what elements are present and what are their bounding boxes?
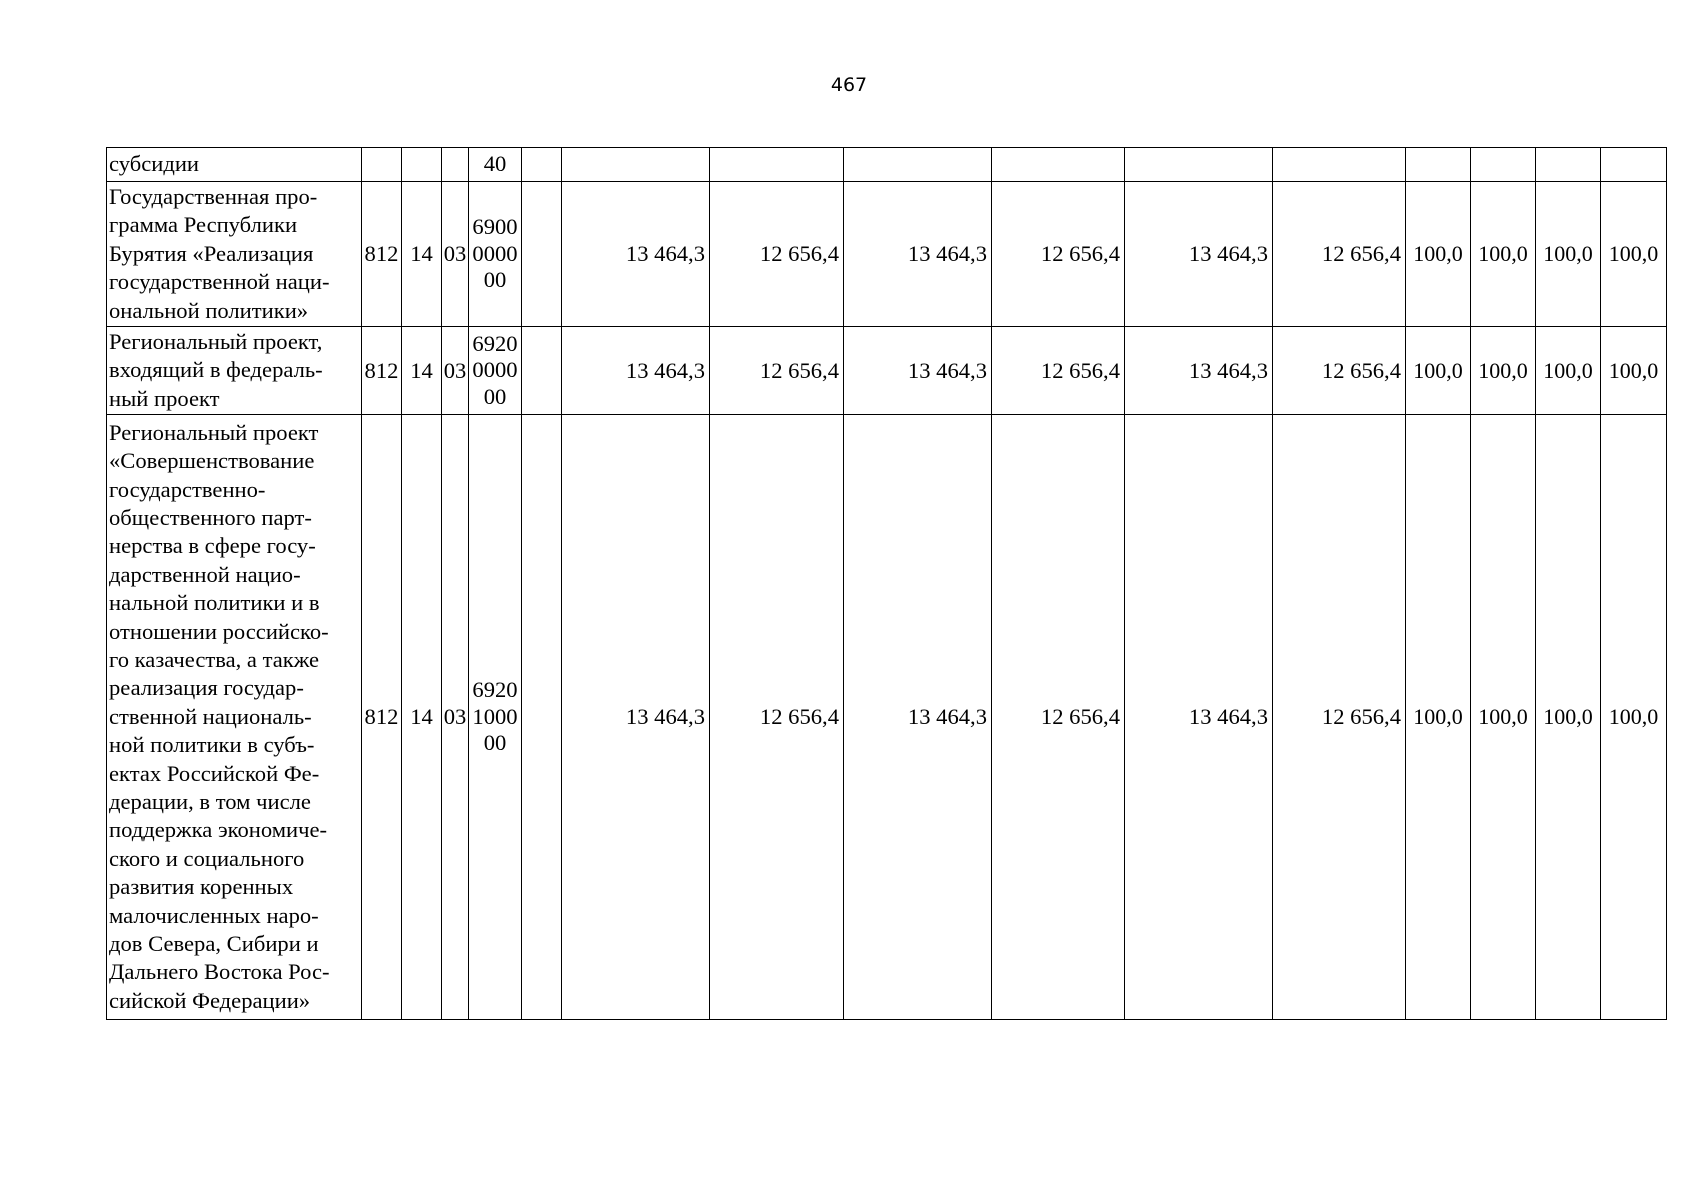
code-target-item: 6920 1000 00 xyxy=(469,415,522,1020)
percent-cell: 100,0 xyxy=(1471,182,1536,327)
value-cell xyxy=(710,148,844,182)
table-row xyxy=(107,148,1667,182)
percent-cell xyxy=(1406,148,1471,182)
value-cell: 13 464,3 xyxy=(562,415,710,1020)
value-cell: 13 464,3 xyxy=(1125,182,1273,327)
value-cell: 12 656,4 xyxy=(1273,327,1406,415)
percent-cell: 100,0 xyxy=(1406,327,1471,415)
code-target-item: 40 xyxy=(469,148,522,182)
row-name: Региональный проект «Совершенствование государственно- общественного парт- нерства в сфере госу- дарственной нацио- нальной политики и в отношении российско- го казачества, а также реализация государ- ственной националь- ной политики в субъ- ектах Российской Фе- дерации, в том числе поддержка экономиче- ского и социального развития коренных малочисленных наро- дов Севера, Сибири и Дальнего Востока Рос- сийской Федерации» xyxy=(107,415,362,1020)
value-cell: 12 656,4 xyxy=(710,327,844,415)
code-subsection xyxy=(442,148,469,182)
percent-cell: 100,0 xyxy=(1601,182,1667,327)
table-row xyxy=(107,182,1667,327)
code-section xyxy=(402,148,442,182)
value-cell: 13 464,3 xyxy=(1125,415,1273,1020)
value-cell: 13 464,3 xyxy=(1125,327,1273,415)
percent-cell xyxy=(1601,148,1667,182)
code-expense-type xyxy=(522,327,562,415)
code-grbs xyxy=(362,148,402,182)
value-cell: 13 464,3 xyxy=(844,182,992,327)
code-section: 14 xyxy=(402,415,442,1020)
page-number: 467 xyxy=(830,74,868,96)
percent-cell: 100,0 xyxy=(1471,415,1536,1020)
percent-cell xyxy=(1471,148,1536,182)
code-subsection: 03 xyxy=(442,415,469,1020)
value-cell: 12 656,4 xyxy=(1273,182,1406,327)
value-cell: 13 464,3 xyxy=(562,182,710,327)
budget-table xyxy=(106,147,1667,1020)
value-cell: 12 656,4 xyxy=(992,327,1125,415)
value-cell xyxy=(1273,148,1406,182)
percent-cell: 100,0 xyxy=(1601,327,1667,415)
percent-cell: 100,0 xyxy=(1406,415,1471,1020)
code-grbs: 812 xyxy=(362,182,402,327)
value-cell: 12 656,4 xyxy=(992,415,1125,1020)
value-cell: 13 464,3 xyxy=(844,327,992,415)
value-cell: 12 656,4 xyxy=(1273,415,1406,1020)
code-target-item: 6900 0000 00 xyxy=(469,182,522,327)
value-cell: 13 464,3 xyxy=(844,415,992,1020)
percent-cell xyxy=(1536,148,1601,182)
value-cell xyxy=(562,148,710,182)
value-cell: 12 656,4 xyxy=(710,415,844,1020)
percent-cell: 100,0 xyxy=(1471,327,1536,415)
code-section: 14 xyxy=(402,327,442,415)
code-section: 14 xyxy=(402,182,442,327)
table-row xyxy=(107,327,1667,415)
value-cell xyxy=(992,148,1125,182)
code-grbs: 812 xyxy=(362,415,402,1020)
code-grbs: 812 xyxy=(362,327,402,415)
code-expense-type xyxy=(522,148,562,182)
percent-cell: 100,0 xyxy=(1536,415,1601,1020)
code-subsection: 03 xyxy=(442,182,469,327)
row-name: субсидии xyxy=(107,148,362,182)
row-name: Государственная про- грамма Республики Бурятия «Реализация государственной наци- ональной политики» xyxy=(107,182,362,327)
percent-cell: 100,0 xyxy=(1406,182,1471,327)
table-row xyxy=(107,415,1667,1020)
value-cell: 13 464,3 xyxy=(562,327,710,415)
code-subsection: 03 xyxy=(442,327,469,415)
value-cell xyxy=(1125,148,1273,182)
code-expense-type xyxy=(522,182,562,327)
value-cell: 12 656,4 xyxy=(710,182,844,327)
value-cell xyxy=(844,148,992,182)
percent-cell: 100,0 xyxy=(1536,327,1601,415)
code-expense-type xyxy=(522,415,562,1020)
code-target-item: 6920 0000 00 xyxy=(469,327,522,415)
percent-cell: 100,0 xyxy=(1536,182,1601,327)
value-cell: 12 656,4 xyxy=(992,182,1125,327)
row-name: Региональный проект, входящий в федераль- ный проект xyxy=(107,327,362,415)
percent-cell: 100,0 xyxy=(1601,415,1667,1020)
